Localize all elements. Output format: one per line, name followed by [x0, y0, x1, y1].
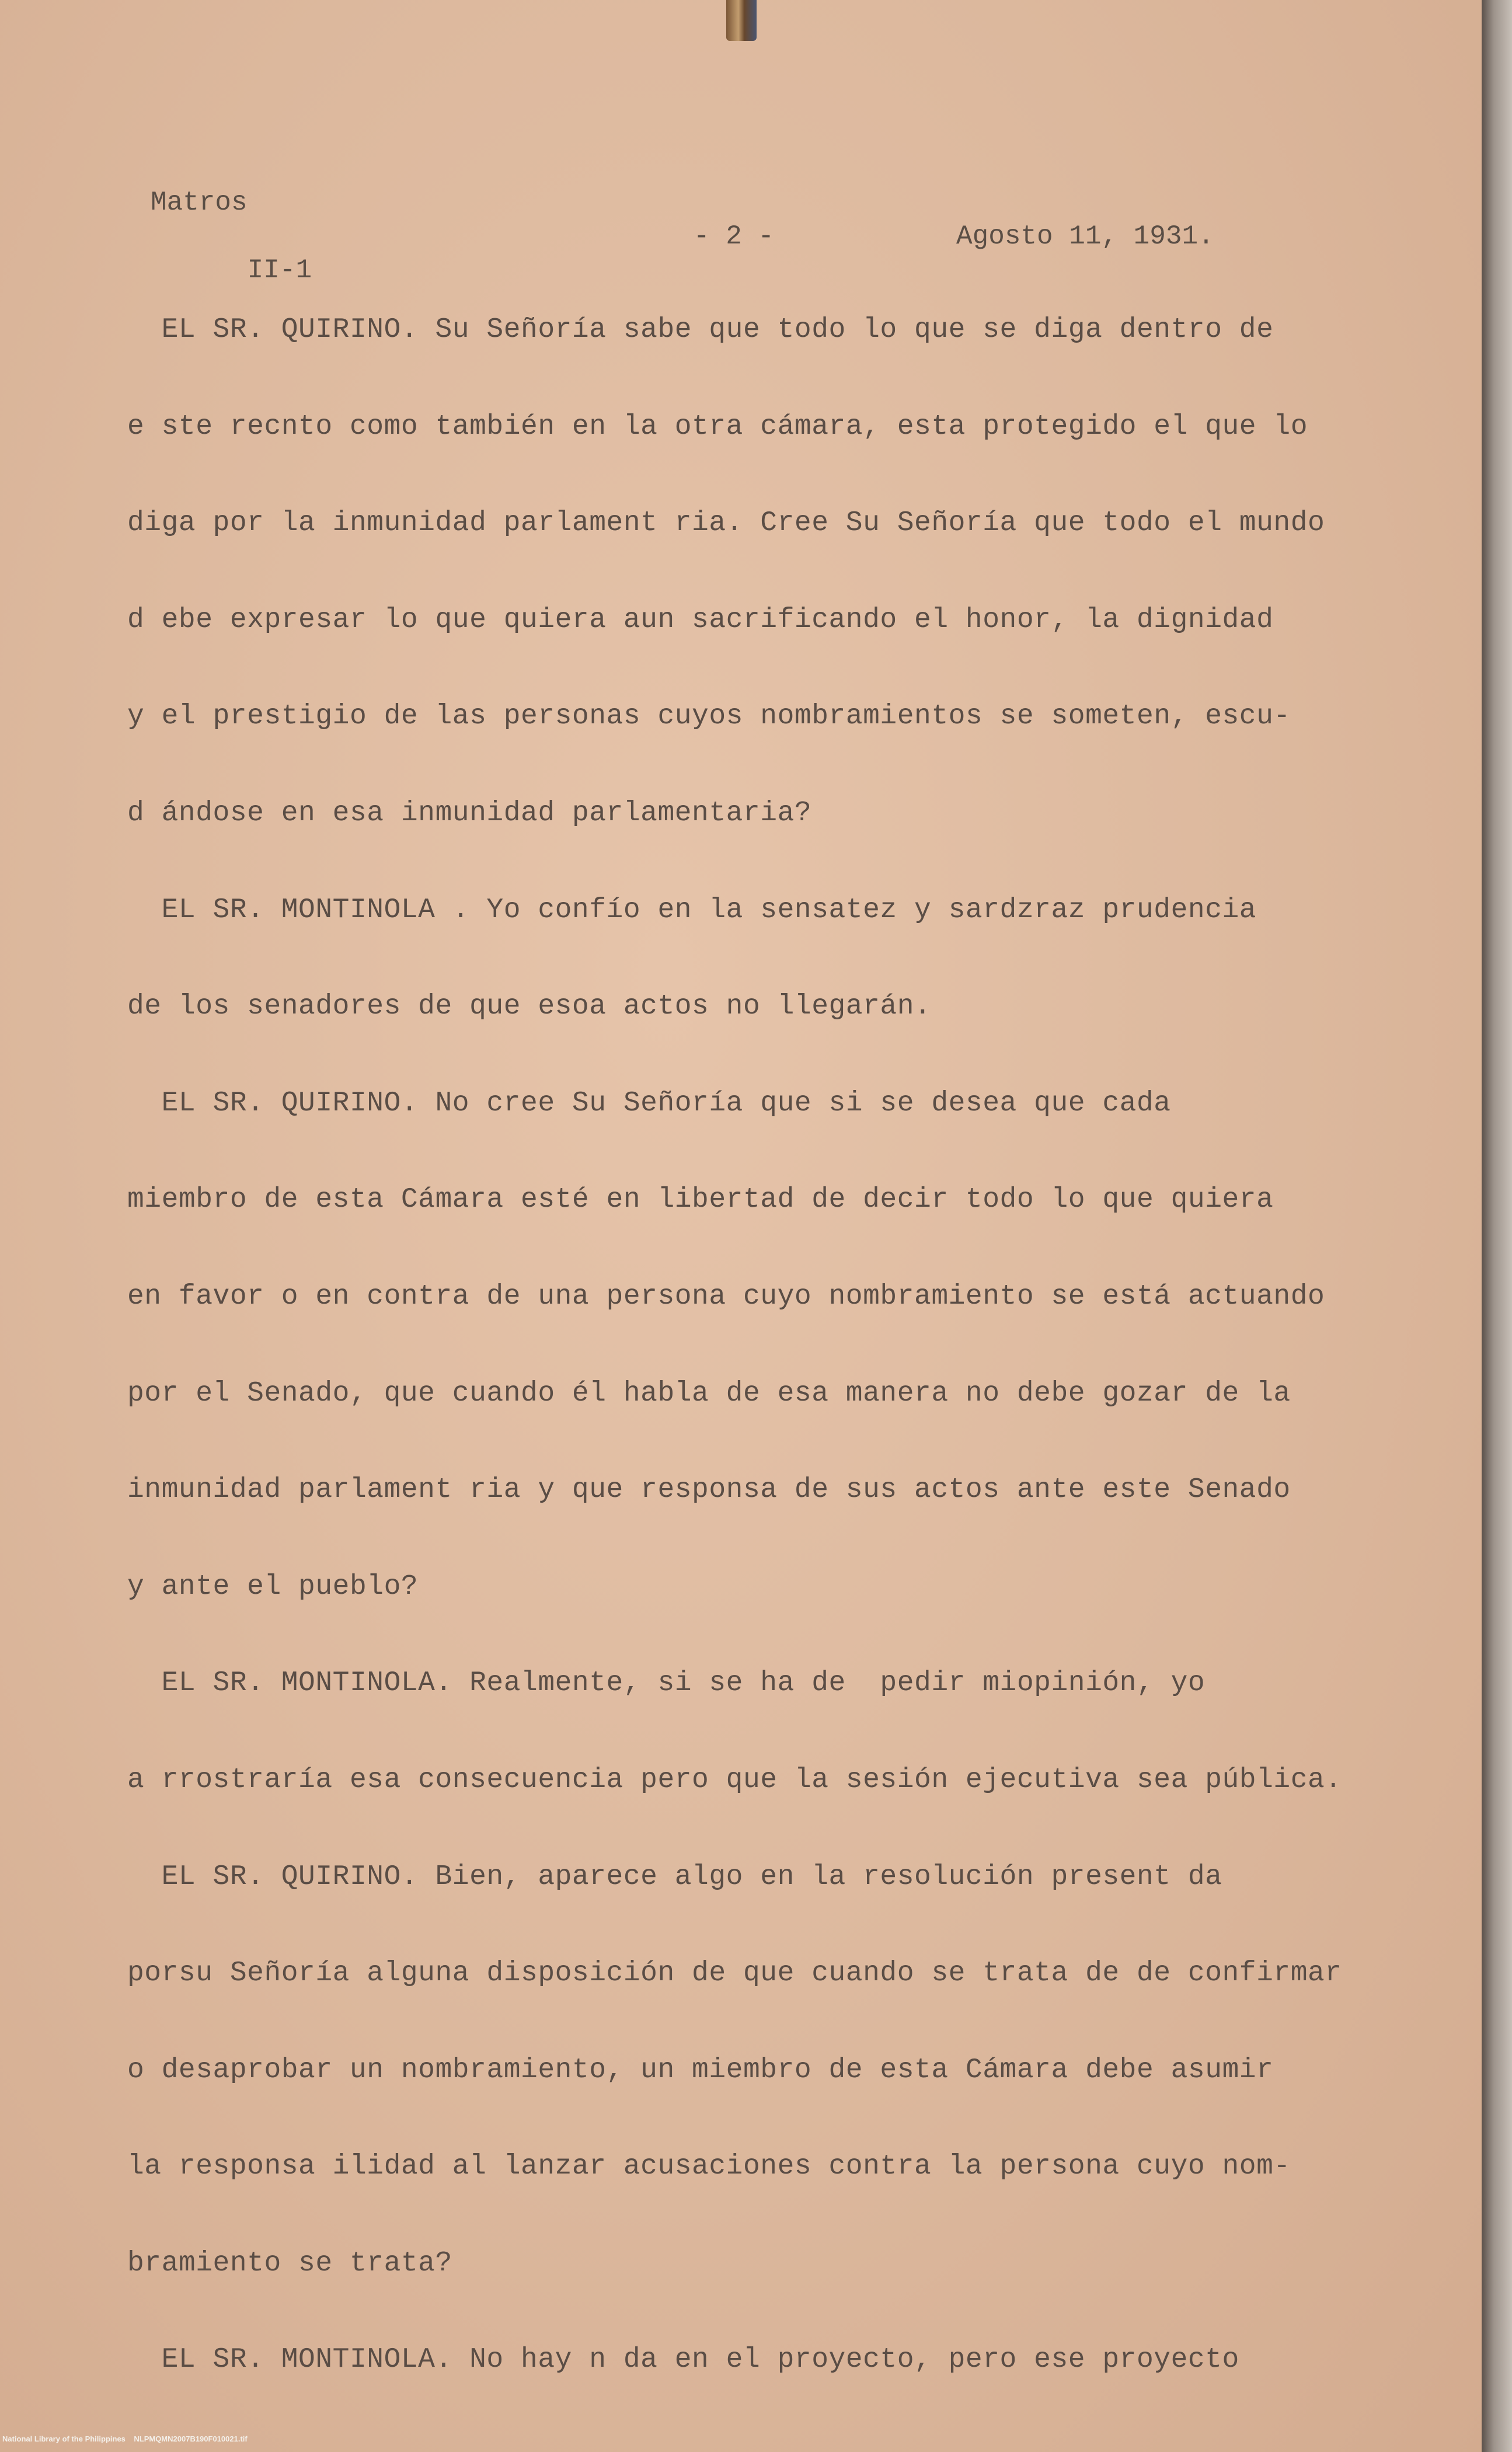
text-line: EL SR. QUIRINO. Bien, aparece algo en la resolución present da	[127, 1861, 1222, 1893]
scan-footer-label: National Library of the Philippines NLPMQMN2007B190F010021.tif	[2, 2434, 248, 2443]
text-line: a rrostraría esa consecuencia pero que la sesión ejecutiva sea pública.	[127, 1764, 1342, 1796]
header-date: Agosto 11, 1931.	[956, 221, 1214, 252]
header-code: II-1	[247, 255, 312, 285]
text-line: EL SR. MONTINOLA. Realmente, si se ha de pedir miopinión, yo	[127, 1667, 1206, 1699]
text-line: EL SR. QUIRINO. Su Señoría sabe que todo lo que se diga dentro de	[127, 314, 1274, 346]
text-line: inmunidad parlament ria y que responsa de sus actos ante este Senado	[127, 1474, 1291, 1506]
text-line: d ebe expresar lo que quiera aun sacrificando el honor, la dignidad	[127, 604, 1274, 636]
text-line: EL SR. MONTINOLA . Yo confío en la sensatez y sardzraz prudencia	[127, 894, 1257, 926]
text-line: bramiento se trata?	[127, 2247, 452, 2279]
header-name: Matros	[151, 187, 248, 218]
text-line: y el prestigio de las personas cuyos nombramientos se someten, escu-	[127, 701, 1291, 733]
text-line: la responsa ilidad al lanzar acusaciones contra la persona cuyo nom-	[127, 2151, 1291, 2183]
text-line: por el Senado, que cuando él habla de esa manera no debe gozar de la	[127, 1377, 1291, 1409]
text-line: diga por la inmunidad parlament ria. Cree Su Señoría que todo el mundo	[127, 507, 1325, 539]
staple-mark	[726, 0, 757, 41]
text-line: miembro de esta Cámara esté en libertad de decir todo lo que quiera	[127, 1184, 1274, 1216]
text-line: en favor o en contra de una persona cuyo nombramiento se está actuando	[127, 1280, 1325, 1312]
text-line: o desaprobar un nombramiento, un miembro de esta Cámara debe asumir	[127, 2054, 1274, 2086]
text-line: d ándose en esa inmunidad parlamentaria?	[127, 797, 812, 829]
text-line: y ante el pueblo?	[127, 1570, 419, 1603]
page-number: - 2 -	[694, 221, 775, 252]
text-line: porsu Señoría alguna disposición de que cuando se trata de de confirmar	[127, 1958, 1342, 1990]
header-line-2	[151, 220, 1318, 285]
text-line: EL SR. MONTINOLA. No hay n da en el proyecto, pero ese proyecto	[127, 2344, 1239, 2376]
text-line: EL SR. QUIRINO. No cree Su Señoría que si se desea que cada	[127, 1087, 1171, 1119]
transcript-body	[127, 312, 1470, 2439]
text-line: de los senadores de que esoa actos no llegarán.	[127, 991, 932, 1023]
scan-edge	[1482, 0, 1512, 2452]
text-line: e ste recnto como también en la otra cámara, esta protegido el que lo	[127, 410, 1308, 443]
page-header	[151, 186, 1318, 285]
